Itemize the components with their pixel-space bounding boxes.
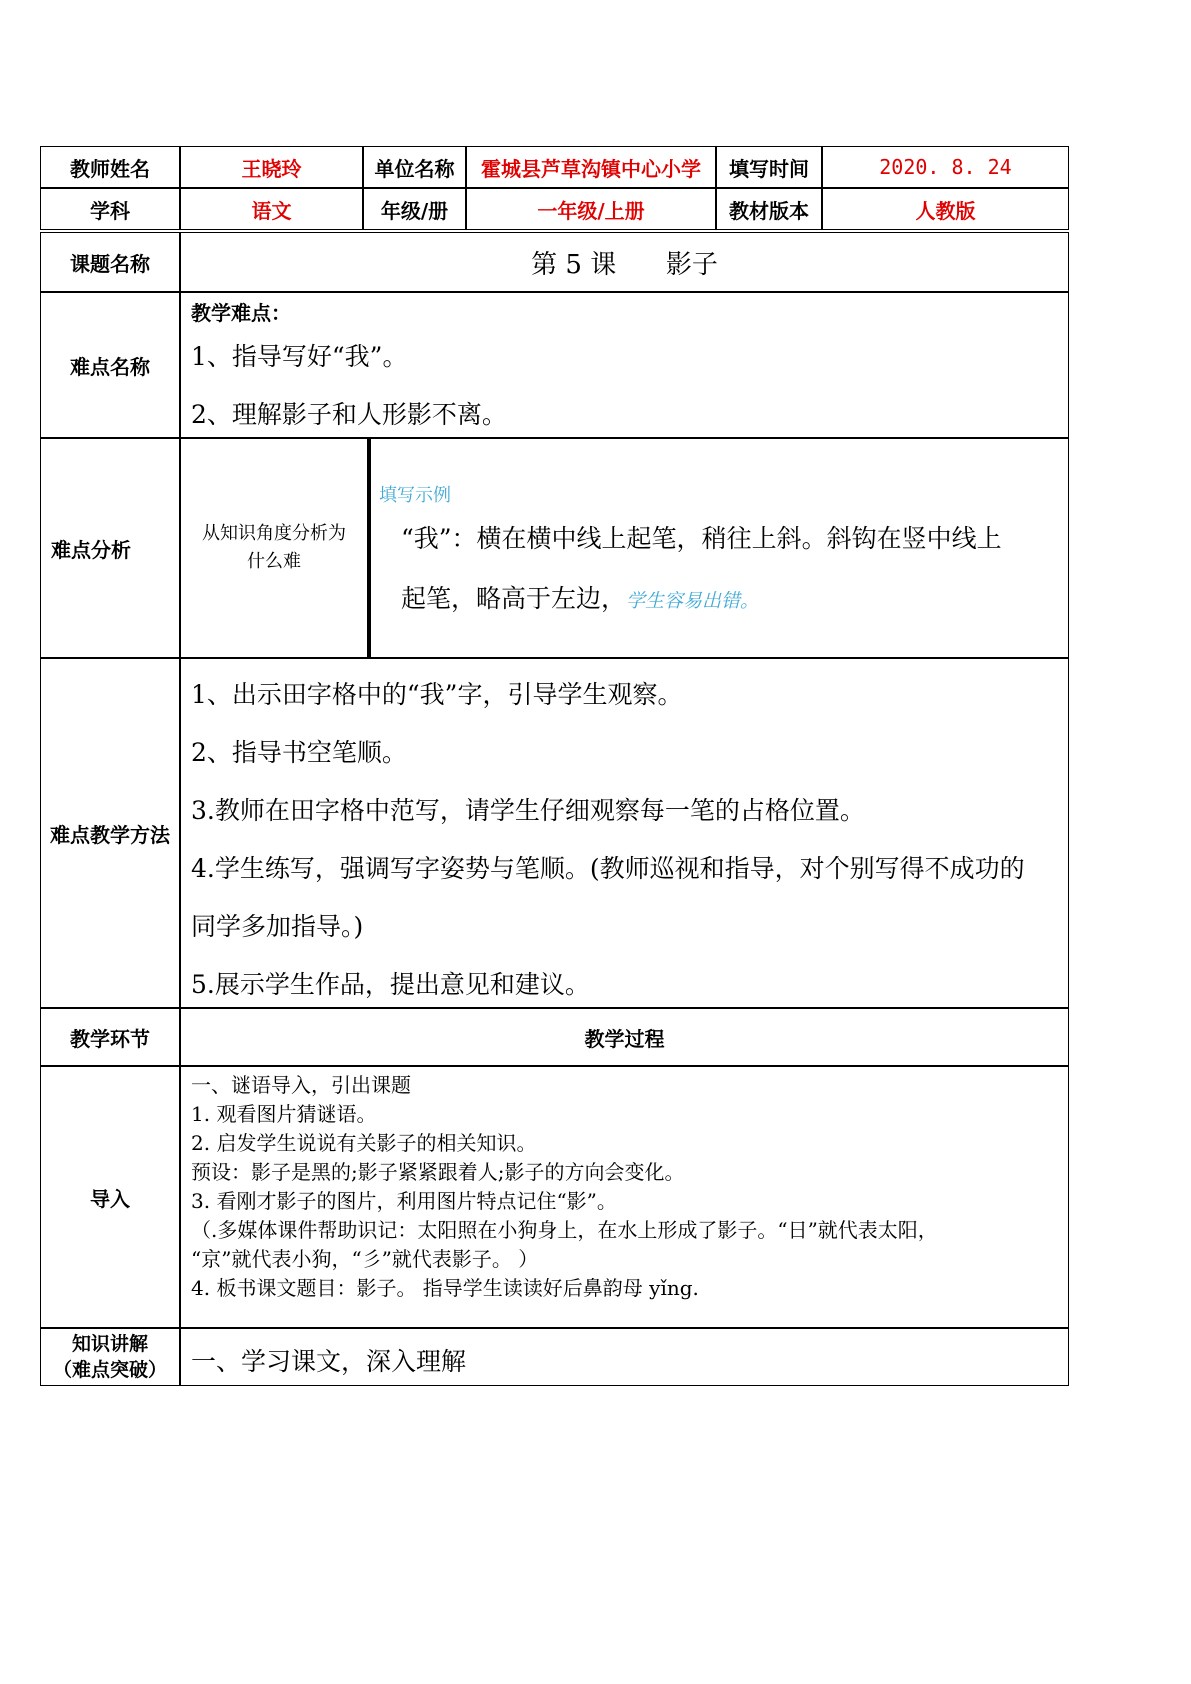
intro-line: 2. 启发学生说说有关影子的相关知识。: [191, 1131, 537, 1155]
intro-line: 4. 板书课文题目：影子。 指导学生读读好后鼻韵母 yǐng.: [191, 1276, 699, 1300]
analysis-sub-label-line: 从知识角度分析为: [202, 523, 346, 544]
analysis-sub-label: [180, 438, 368, 658]
method-line: 1、出示田字格中的“我”字，引导学生观察。: [191, 680, 683, 709]
difficulty-content: [180, 292, 1069, 438]
knowledge-content: [180, 1328, 1069, 1386]
topic-label: 课题名称: [40, 232, 180, 292]
knowledge-line: 一、学习课文，深入理解: [191, 1347, 467, 1376]
intro-line: 1. 观看图片猜谜语。: [191, 1102, 377, 1126]
grade-label: 年级/册: [363, 188, 466, 230]
method-line: 同学多加指导。): [191, 912, 364, 941]
method-line: 3.教师在田字格中范写，请学生仔细观察每一笔的占格位置。: [191, 796, 865, 825]
teacher-name-value: 王晓玲: [180, 146, 363, 188]
difficulty-item: 1、指导写好“我”。: [191, 342, 408, 371]
analysis-sub-label-line: 什么难: [247, 551, 301, 572]
knowledge-label: [40, 1328, 180, 1386]
method-content: [180, 658, 1069, 1008]
intro-line: 一、谜语导入，引出课题: [191, 1073, 411, 1097]
analysis-label: 难点分析: [40, 438, 180, 658]
difficulty-item: 2、理解影子和人形影不离。: [191, 400, 507, 429]
teacher-name-label: 教师姓名: [40, 146, 180, 188]
analysis-content: [368, 438, 1069, 658]
example-tag: 填写示例: [379, 485, 451, 506]
unit-name-value: 霍城县芦草沟镇中心小学: [466, 146, 716, 188]
intro-line: 3. 看刚才影子的图片，利用图片特点记住“影”。: [191, 1189, 617, 1213]
method-line: 5.展示学生作品，提出意见和建议。: [191, 970, 590, 999]
edition-value: 人教版: [822, 188, 1069, 230]
intro-label: 导入: [40, 1066, 180, 1328]
analysis-line: [401, 579, 759, 615]
knowledge-label-line: 知识讲解: [71, 1333, 148, 1355]
intro-content: [180, 1066, 1069, 1328]
method-line: 2、指导书空笔顺。: [191, 738, 407, 767]
difficulty-heading: 教学难点：: [191, 301, 291, 325]
analysis-line: “我”：横在横中线上起笔，稍往上斜。斜钩在竖中线上: [401, 524, 1002, 553]
subject-value: 语文: [180, 188, 363, 230]
knowledge-label-line: （难点突破）: [52, 1359, 167, 1381]
method-label: 难点教学方法: [40, 658, 180, 1008]
fill-date-value: 2020. 8. 24: [822, 146, 1069, 188]
analysis-line-text: 起笔，略高于左边，: [401, 584, 627, 613]
intro-line: （.多媒体课件帮助识记：太阳照在小狗身上，在水上形成了影子。“日”就代表太阳，: [191, 1218, 938, 1242]
grade-value: 一年级/上册: [466, 188, 716, 230]
subject-label: 学科: [40, 188, 180, 230]
edition-label: 教材版本: [716, 188, 822, 230]
intro-line: 预设：影子是黑的;影子紧紧跟着人;影子的方向会变化。: [191, 1160, 685, 1184]
method-line: 4.学生练写，强调写字姿势与笔顺。(教师巡视和指导，对个别写得不成功的: [191, 854, 1025, 883]
intro-line: “京”就代表小狗，“彡”就代表影子。 ）: [191, 1247, 539, 1271]
process-header: 教学过程: [180, 1008, 1069, 1066]
topic-value: 第 5 课 影子: [180, 232, 1069, 292]
difficulty-label: 难点名称: [40, 292, 180, 438]
fill-date-label: 填写时间: [716, 146, 822, 188]
unit-name-label: 单位名称: [363, 146, 466, 188]
analysis-note: 学生容易出错。: [626, 590, 760, 612]
stage-header: 教学环节: [40, 1008, 180, 1066]
